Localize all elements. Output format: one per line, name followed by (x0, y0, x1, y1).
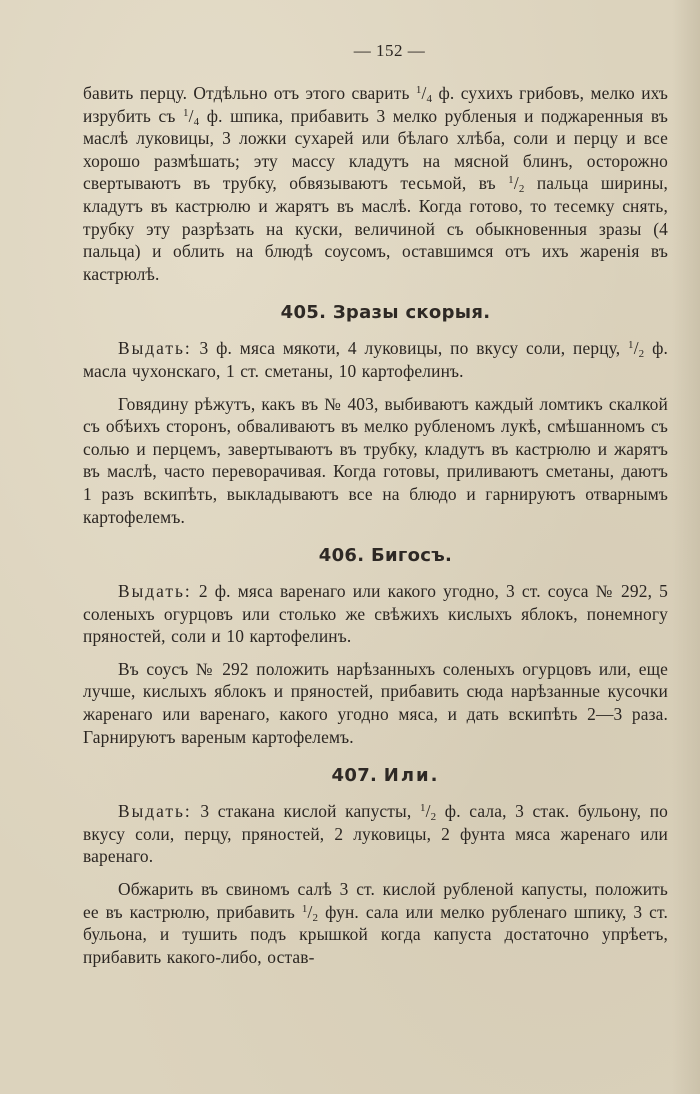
recipe-method-407 (83, 878, 668, 968)
recipe-method-405: Говядину рѣжутъ, какъ въ № 403, выбиваютъ каждый ломтикъ скалкой съ обѣихъ сторонъ, обваливаютъ въ мелко рубленомъ лукѣ, смѣшанномъ съ солью и перцемъ, завертываютъ въ трубку, кладутъ въ кастрюлю и жарятъ въ маслѣ, часто переворачивая. Когда готовы, приливаютъ сметаны, даютъ 1 разъ вскипѣть, выкладываютъ все на блюдо и гарнируютъ отварнымъ картофелемъ. (83, 393, 668, 527)
intro-paragraph (83, 82, 668, 285)
book-page (83, 36, 668, 968)
recipe-ingredients-405 (83, 337, 668, 382)
heading-title: Или. (383, 765, 440, 787)
ingredients-text: ф. масла чухонскаго, 1 ст. сметаны, 10 картофелинъ. (83, 338, 669, 381)
ingredients-text: 2 ф. мяса варенаго или какого угодно, 3 ст. соуса № 292, 5 соленыхъ огурцовъ или столько же свѣжихъ кислыхъ яблокъ, понемногу пряностей, соли и 10 картофелинъ. (83, 581, 668, 647)
fraction: $^1/_4$ (415, 83, 433, 105)
fraction: $^1/_2$ (508, 173, 525, 196)
method-text: Обжарить въ свиномъ салѣ 3 ст. кислой рубленой капусты, положить ее въ кастрюлю, прибавить (83, 879, 668, 922)
heading-number: 407. (331, 765, 378, 787)
intro-text-3: ф. шпика, прибавить 3 мелко рубленыя и поджаренныя въ маслѣ луковицы, 3 ложки сухарей или бѣлаго хлѣба, соли и перцу и все хорошо размѣшать; эту массу кладутъ на мясной блинъ, осторожно свертываютъ въ трубку, обвязываютъ тесьмой, въ (83, 105, 668, 194)
ingredients-text: 3 ф. мяса мякоти, 4 луковицы, по вкусу соли, перцу, (191, 338, 629, 359)
issue-label: Выдать: (118, 338, 192, 359)
fraction: $^1/_2$ (628, 338, 645, 361)
method-text: фун. сала или мелко рубленаго шпику, 3 ст. бульона, и тушить подъ крышкой когда капуста достаточно упрѣетъ, прибавить какого-либо, остав- (83, 901, 668, 967)
recipe-method-406: Въ соусъ № 292 положить нарѣзанныхъ соленыхъ огурцовъ или, еще лучше, кислыхъ яблокъ и пряностей, прибавить сюда нарѣзанные кусочки жаренаго или варенаго, какого угодно мяса, и дать вскипѣть 2—3 раза. Гарнируютъ вареным картофелемъ. (83, 658, 668, 747)
recipe-heading-405: 405. Зразы скорыя. (280, 302, 491, 324)
fraction: $^1/_2$ (301, 901, 319, 924)
ingredients-text: 3 стакана кислой капусты, (191, 801, 420, 822)
fraction: $^1/_2$ (419, 801, 437, 824)
page-number: — 152 — (353, 41, 426, 60)
ingredients-text: ф. сала, 3 стак. бульону, по вкусу соли, перцу, пряностей, 2 луковицы, 2 фунта мяса жаренаго или варенаго. (83, 801, 668, 867)
intro-text-1: бавить перцу. Отдѣльно отъ этого сварить (83, 83, 416, 103)
recipe-ingredients-407 (83, 800, 668, 868)
recipe-heading-406: 406. Бигосъ. (318, 545, 453, 567)
issue-label: Выдать: (118, 581, 192, 602)
intro-text-2: ф. сухихъ грибовъ, мелко ихъ изрубить съ (83, 83, 668, 126)
issue-label: Выдать: (118, 801, 192, 822)
fraction: $^1/_4$ (182, 105, 200, 128)
recipe-ingredients-406 (83, 580, 668, 648)
intro-text-4: пальца ширины, кладутъ въ кастрюлю и жарятъ въ маслѣ. Когда готово, то тесемку снять, трубку эту разрѣзать на куски, величиной съ обыкновенныя зразы (4 пальца) и облить на блюдѣ соусомъ, оставшимся отъ ихъ жаренія въ кастрюлѣ. (83, 173, 668, 284)
recipe-heading-407 (103, 765, 668, 787)
